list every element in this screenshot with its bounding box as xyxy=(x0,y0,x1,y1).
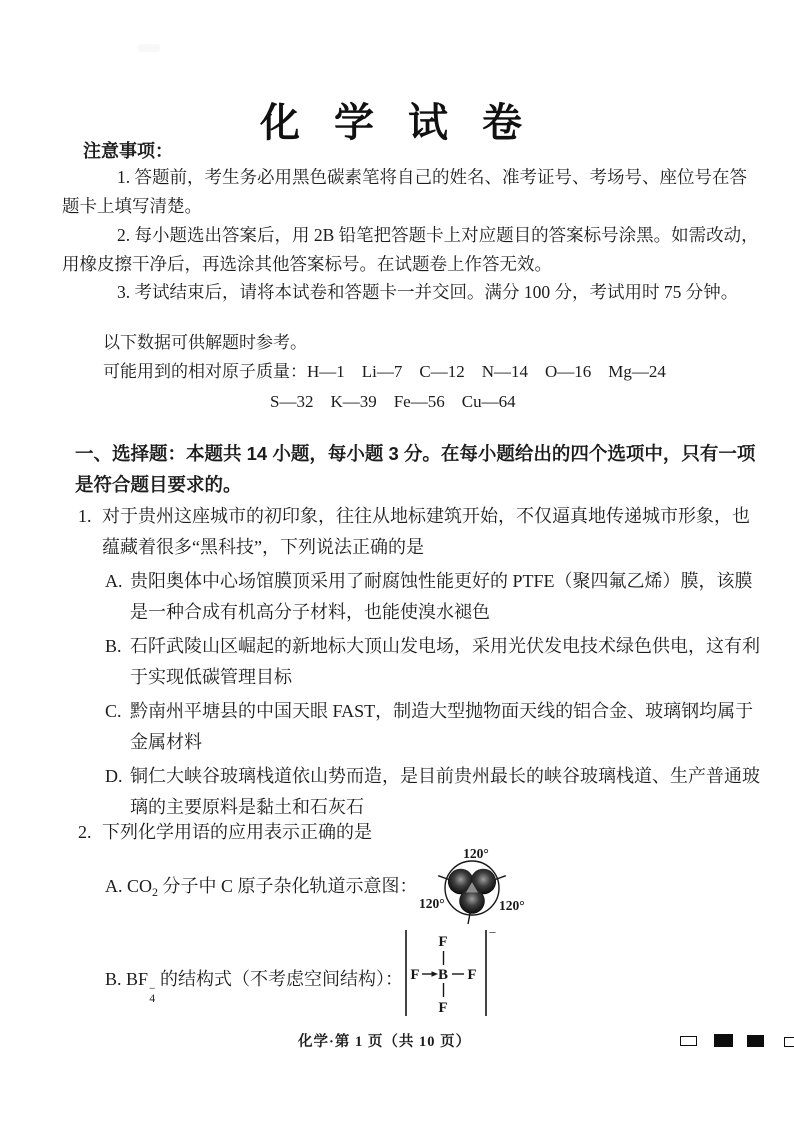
formula-subscript: 2 xyxy=(152,885,159,899)
section-1-heading: 一、选择题：本题共 14 小题，每小题 3 分。在每小题给出的四个选项中，只有一项是符合题目要求的。 xyxy=(75,443,756,495)
notice-item-2: 2. 每小题选出答案后，用 2B 铅笔把答题卡上对应题目的答案标号涂黑。如需改动，用橡皮擦干净后，再选涂其他答案标号。在试题卷上作答无效。 xyxy=(62,225,759,274)
fluorine-top: F xyxy=(438,934,448,950)
atomic-masses-label: 可能用到的相对原子质量： xyxy=(103,362,307,381)
angle-label-bottom-left: 120° xyxy=(419,896,445,911)
question-2-option-a xyxy=(105,871,418,908)
bf4-formula xyxy=(126,969,156,1005)
atomic-masses-row-1 xyxy=(103,361,666,383)
option-c xyxy=(105,696,764,758)
boron-center: B xyxy=(437,967,449,983)
formula-base: BF xyxy=(126,969,149,989)
registration-mark-solid-2 xyxy=(747,1035,764,1047)
registration-mark-clipped xyxy=(784,1037,794,1047)
reference-note: 以下数据可供解题时参考。 xyxy=(103,333,307,352)
formula-superscript: − xyxy=(149,983,156,995)
co2-formula xyxy=(127,876,159,899)
registration-mark-outline xyxy=(680,1036,697,1046)
atomic-masses-values-1: H—1 Li—7 C—12 N—14 O—16 Mg—24 xyxy=(307,362,666,381)
option-c-text: 黔南州平塘县的中国天眼 FAST，制造大型抛物面天线的铝合金、玻璃钢均属于金属材料 xyxy=(130,701,754,752)
option-a-label: A. xyxy=(105,876,123,896)
formula-subscript: 4 xyxy=(149,993,156,1005)
coordinate-bond-arrow xyxy=(422,971,438,977)
question-1-options xyxy=(78,566,764,823)
formula-base: CO xyxy=(127,876,153,896)
page-title: 化 学 试 卷 xyxy=(260,99,534,145)
notice-heading: 注意事项： xyxy=(83,141,173,161)
fluorine-left: F xyxy=(410,967,420,983)
atomic-masses-row-2: S—32 K—39 Fe—56 Cu—64 xyxy=(270,392,516,411)
option-d xyxy=(105,761,764,823)
scan-artifact xyxy=(138,44,160,52)
notice-item-1: 1. 答题前，考生务必用黑色碳素笔将自己的姓名、准考证号、考场号、座位号在答题卡上填写清楚。 xyxy=(62,167,747,216)
notice-item-3: 3. 考试结束后，请将本试卷和答题卡一并交回。满分 100 分，考试用时 75 分钟。 xyxy=(117,282,739,302)
charge-sign: − xyxy=(489,925,497,940)
question-1-number: 1. xyxy=(78,506,92,526)
fluorine-right: F xyxy=(467,967,477,983)
option-b-label: B. xyxy=(105,636,122,656)
angle-label-bottom-right: 120° xyxy=(499,898,525,913)
option-d-label: D. xyxy=(105,766,123,786)
question-1-stem: 对于贵州这座城市的初印象，往往从地标建筑开始，不仅逼真地传递城市形象，也蕴藏着很多“黑科技”，下列说法正确的是 xyxy=(102,506,750,557)
question-2-number: 2. xyxy=(78,822,92,842)
option-b-text: 的结构式（不考虑空间结构）： xyxy=(155,969,404,989)
angle-label-top: 120° xyxy=(463,846,489,861)
bf4-structural-formula xyxy=(398,925,498,1025)
option-a-label: A. xyxy=(105,571,123,591)
page-footer: 化学·第 1 页（共 10 页） xyxy=(298,1034,472,1050)
option-b-label: B. xyxy=(105,969,122,989)
option-d-text: 铜仁大峡谷玻璃栈道依山势而造，是目前贵州最长的峡谷玻璃栈道、生产普通玻璃的主要原料是黏土和石灰石 xyxy=(130,766,760,817)
question-1 xyxy=(78,501,764,823)
option-c-label: C. xyxy=(105,701,122,721)
question-2 xyxy=(78,817,764,1057)
question-2-option-b xyxy=(105,964,403,1004)
registration-mark-solid-1 xyxy=(714,1034,733,1047)
question-1-stem-line xyxy=(78,501,764,563)
option-b-text: 石阡武陵山区崛起的新地标大顶山发电场，采用光伏发电技术绿色供电，这有利于实现低碳管理目标 xyxy=(130,636,760,687)
option-a-text: 贵阳奥体中心场馆膜顶采用了耐腐蚀性能更好的 PTFE（聚四氟乙烯）膜，该膜是一种合成有机高分子材料，也能使溴水褪色 xyxy=(130,571,753,622)
option-b xyxy=(105,631,764,693)
fluorine-bottom: F xyxy=(438,1000,448,1016)
option-a-text: 分子中 C 原子杂化轨道示意图： xyxy=(158,876,418,896)
question-2-stem: 下列化学用语的应用表示正确的是 xyxy=(102,822,372,842)
option-a xyxy=(105,566,764,628)
